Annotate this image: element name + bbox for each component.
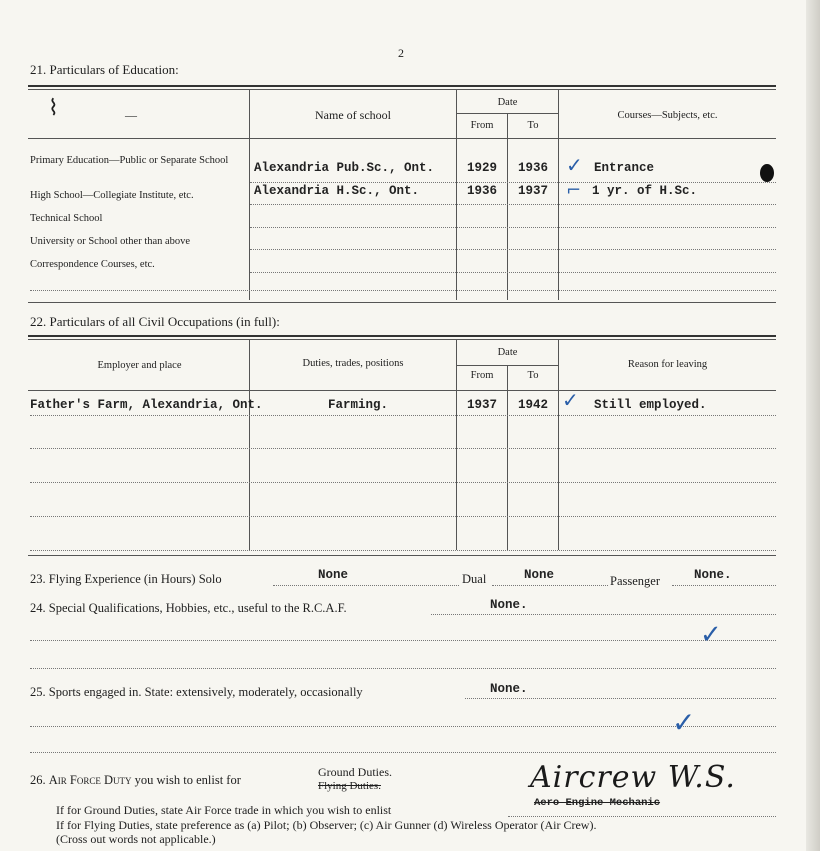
page-number: 2 bbox=[398, 46, 404, 60]
dotted-line bbox=[672, 585, 776, 586]
occupation-from: 1937 bbox=[466, 398, 497, 412]
occupation-employer: Father's Farm, Alexandria, Ont. bbox=[30, 398, 263, 412]
occupation-to: 1942 bbox=[517, 398, 548, 412]
col-divider bbox=[558, 340, 559, 550]
education-row-label: Technical School bbox=[30, 213, 103, 224]
option-ground-duties: Ground Duties. bbox=[318, 765, 392, 779]
section21-bottom-rule bbox=[28, 302, 776, 303]
ink-blot bbox=[760, 164, 774, 182]
section22-top-rule-2 bbox=[28, 339, 776, 340]
header-name-of-school: Name of school bbox=[315, 108, 391, 122]
air-force-duty-caps: Air Force Duty bbox=[48, 773, 132, 787]
header-bottom-rule bbox=[28, 390, 776, 391]
special-qualifications-label: 24. Special Qualifications, Hobbies, etc., useful to the R.C.A.F. bbox=[30, 601, 347, 615]
check-mark-icon: ✓ bbox=[700, 620, 722, 650]
header-to: To bbox=[527, 120, 539, 131]
flying-solo-value: None bbox=[318, 568, 349, 582]
special-qualifications-value: None. bbox=[490, 598, 528, 612]
row-line bbox=[250, 227, 776, 228]
row-line bbox=[30, 482, 776, 483]
education-row-label: High School—Collegiate Institute, etc. bbox=[30, 190, 194, 201]
col-divider bbox=[507, 366, 508, 550]
education-row-courses: Entrance bbox=[594, 161, 655, 175]
education-row-from: 1929 bbox=[466, 161, 497, 175]
header-dash: — bbox=[125, 108, 137, 122]
date-subrule bbox=[457, 113, 558, 114]
flying-experience-label: 23. Flying Experience (in Hours) Solo bbox=[30, 572, 222, 586]
flying-dual-value: None bbox=[524, 568, 555, 582]
education-row-from: 1936 bbox=[466, 184, 497, 198]
check-mark-icon: ✓ bbox=[566, 153, 583, 177]
education-row-label: Primary Education—Public or Separate School bbox=[30, 155, 229, 166]
header-bottom-rule bbox=[28, 138, 776, 139]
header-to: To bbox=[527, 370, 539, 381]
header-employer: Employer and place bbox=[97, 360, 182, 371]
dotted-line bbox=[30, 668, 776, 669]
row-line bbox=[250, 249, 776, 250]
section21-top-rule-2 bbox=[28, 89, 776, 90]
row-line bbox=[30, 516, 776, 517]
row-line bbox=[250, 204, 776, 205]
col-divider bbox=[249, 340, 250, 550]
dotted-line bbox=[492, 585, 608, 586]
sports-value: None. bbox=[490, 682, 528, 696]
header-date: Date bbox=[497, 347, 518, 358]
header-from: From bbox=[470, 370, 494, 381]
section21-title: 21. Particulars of Education: bbox=[30, 62, 179, 77]
section22-top-rule bbox=[28, 335, 776, 337]
header-from: From bbox=[470, 120, 494, 131]
check-mark-icon: ✓ bbox=[562, 388, 579, 412]
section22-title: 22. Particulars of all Civil Occupations (in full): bbox=[30, 314, 280, 329]
occupation-duties: Farming. bbox=[328, 398, 389, 412]
section22-bottom-rule bbox=[28, 555, 776, 556]
row-line bbox=[30, 415, 776, 416]
air-force-duty-label bbox=[30, 773, 241, 788]
handwritten-aircrew: Aircrew W.S. bbox=[530, 760, 736, 795]
education-row-label: Correspondence Courses, etc. bbox=[30, 259, 155, 270]
education-row-to: 1936 bbox=[517, 161, 548, 175]
education-row-school: Alexandria H.Sc., Ont. bbox=[254, 184, 420, 198]
cross-out-note: (Cross out words not applicable.) bbox=[56, 832, 216, 846]
date-subrule bbox=[457, 365, 558, 366]
flying-passenger-value: None. bbox=[694, 568, 732, 582]
row-line bbox=[30, 550, 776, 551]
occupation-reason: Still employed. bbox=[594, 398, 707, 412]
row-line bbox=[30, 290, 776, 291]
row-line bbox=[250, 272, 776, 273]
row-line bbox=[250, 182, 776, 183]
check-mark-icon: ✓ bbox=[672, 706, 696, 739]
col-divider bbox=[558, 90, 559, 300]
header-date: Date bbox=[497, 97, 518, 108]
row-line bbox=[30, 448, 776, 449]
sports-label: 25. Sports engaged in. State: extensively, moderately, occasionally bbox=[30, 685, 363, 699]
education-row-school: Alexandria Pub.Sc., Ont. bbox=[254, 161, 435, 175]
check-mark-icon: ⌐ bbox=[566, 180, 582, 201]
flying-duties-line: If for Flying Duties, state preference as (a) Pilot; (b) Observer; (c) Air Gunner (d) Wireless Operator (Air Crew). bbox=[56, 818, 597, 832]
education-row-label: University or School other than above bbox=[30, 236, 191, 247]
dotted-line bbox=[431, 614, 776, 615]
dotted-line bbox=[30, 752, 776, 753]
education-row-courses: 1 yr. of H.Sc. bbox=[592, 184, 698, 198]
header-reason: Reason for leaving bbox=[627, 359, 708, 370]
flying-passenger-label: Passenger bbox=[610, 574, 660, 588]
dotted-line bbox=[508, 816, 776, 817]
air-force-duty-number: 26. bbox=[30, 773, 46, 787]
page-edge bbox=[806, 0, 820, 851]
dotted-line bbox=[30, 726, 776, 727]
header-duties: Duties, trades, positions bbox=[302, 358, 404, 369]
air-force-duty-suffix: you wish to enlist for bbox=[134, 773, 241, 787]
dotted-line bbox=[273, 585, 459, 586]
ground-trade-value: Aero Engine Mechanic bbox=[534, 797, 661, 809]
option-flying-duties: Flying Duties. bbox=[318, 780, 381, 792]
ground-duties-line: If for Ground Duties, state Air Force trade in which you wish to enlist bbox=[56, 803, 392, 817]
pen-mark: ⌇ bbox=[48, 96, 59, 121]
header-courses: Courses—Subjects, etc. bbox=[617, 110, 718, 121]
flying-dual-label: Dual bbox=[462, 572, 487, 586]
education-row-to: 1937 bbox=[517, 184, 548, 198]
section21-top-rule bbox=[28, 85, 776, 87]
dotted-line bbox=[30, 640, 776, 641]
dotted-line bbox=[465, 698, 776, 699]
